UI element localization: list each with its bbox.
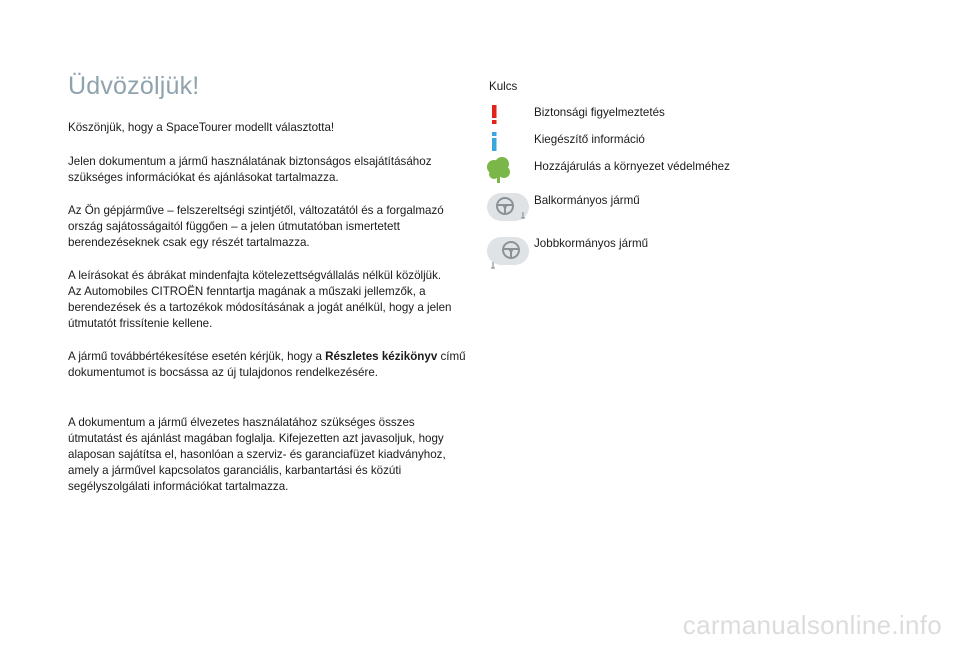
thanks-paragraph: Köszönjük, hogy a SpaceTourer modellt választotta! bbox=[68, 121, 335, 134]
key-item-environment bbox=[485, 156, 785, 186]
left-hand-drive-icon bbox=[485, 191, 531, 223]
key-title: Kulcs bbox=[489, 80, 518, 93]
info-icon bbox=[485, 130, 505, 154]
key-item-right-hand-drive bbox=[485, 235, 785, 271]
right-hand-drive-icon bbox=[485, 235, 531, 271]
warning-exclamation-icon bbox=[485, 103, 505, 127]
key-label-environment: Hozzájárulás a környezet védelméhez bbox=[534, 160, 730, 173]
disclaimer-block bbox=[68, 268, 468, 332]
resale-paragraph bbox=[68, 349, 468, 381]
page-title: Üdvözöljük! bbox=[68, 72, 200, 100]
key-label-right-hand-drive: Jobbkormányos jármű bbox=[534, 237, 649, 250]
key-label-safety-warning: Biztonsági figyelmeztetés bbox=[534, 106, 665, 119]
intro-text-column bbox=[68, 120, 468, 495]
modification-rights-paragraph: Az Automobiles CITROËN fenntartja magának a műszaki jellemzők, a berendezések és a tartozékok módosításának a jogát anélkül, hogy a jelen útmutatót frissítenie kellene. bbox=[68, 285, 452, 330]
detailed-manual-name: Részletes kézikönyv bbox=[325, 350, 438, 363]
disclaimer-paragraph: A leírásokat és ábrákat mindenfajta kötelezettségvállalás nélkül közöljük. bbox=[68, 269, 442, 282]
key-label-additional-info: Kiegészítő információ bbox=[534, 133, 645, 146]
key-item-safety-warning bbox=[485, 103, 785, 133]
environment-tree-icon bbox=[485, 156, 513, 184]
resale-text-end: című dokumentumot is bocsássa az új tulajdonos rendelkezésére. bbox=[68, 350, 466, 379]
usage-paragraph: A dokumentum a jármű élvezetes használatához szükséges összes útmutatást és ajánlást magában foglalja. Kifejezetten azt javasoljuk, hogy alaposan sajátítsa el, hasonlóan a szerviz- és garanciafüzet kiadványhoz, amely a járművel kapcsolatos garanciális, karbantartási és közúti segélyszolgálati információkat tartalmazza. bbox=[68, 416, 446, 493]
equipment-paragraph: Az Ön gépjárműve – felszereltségi szintjétől, változatától és a forgalmazó ország sajátosságaitól függően – a jelen útmutatóban ismertetett berendezéseknek csak egy részét tartalmazza. bbox=[68, 204, 444, 249]
watermark: carmanualsonline.info bbox=[682, 610, 942, 640]
purpose-paragraph: Jelen dokumentum a jármű használatának biztonságos elsajátításához szükséges információkat és ajánlásokat tartalmazza. bbox=[68, 155, 432, 184]
resale-text-start: A jármű továbbértékesítése esetén kérjük, hogy a bbox=[68, 350, 326, 363]
key-item-left-hand-drive bbox=[485, 191, 785, 227]
key-label-left-hand-drive: Balkormányos jármű bbox=[534, 194, 640, 207]
